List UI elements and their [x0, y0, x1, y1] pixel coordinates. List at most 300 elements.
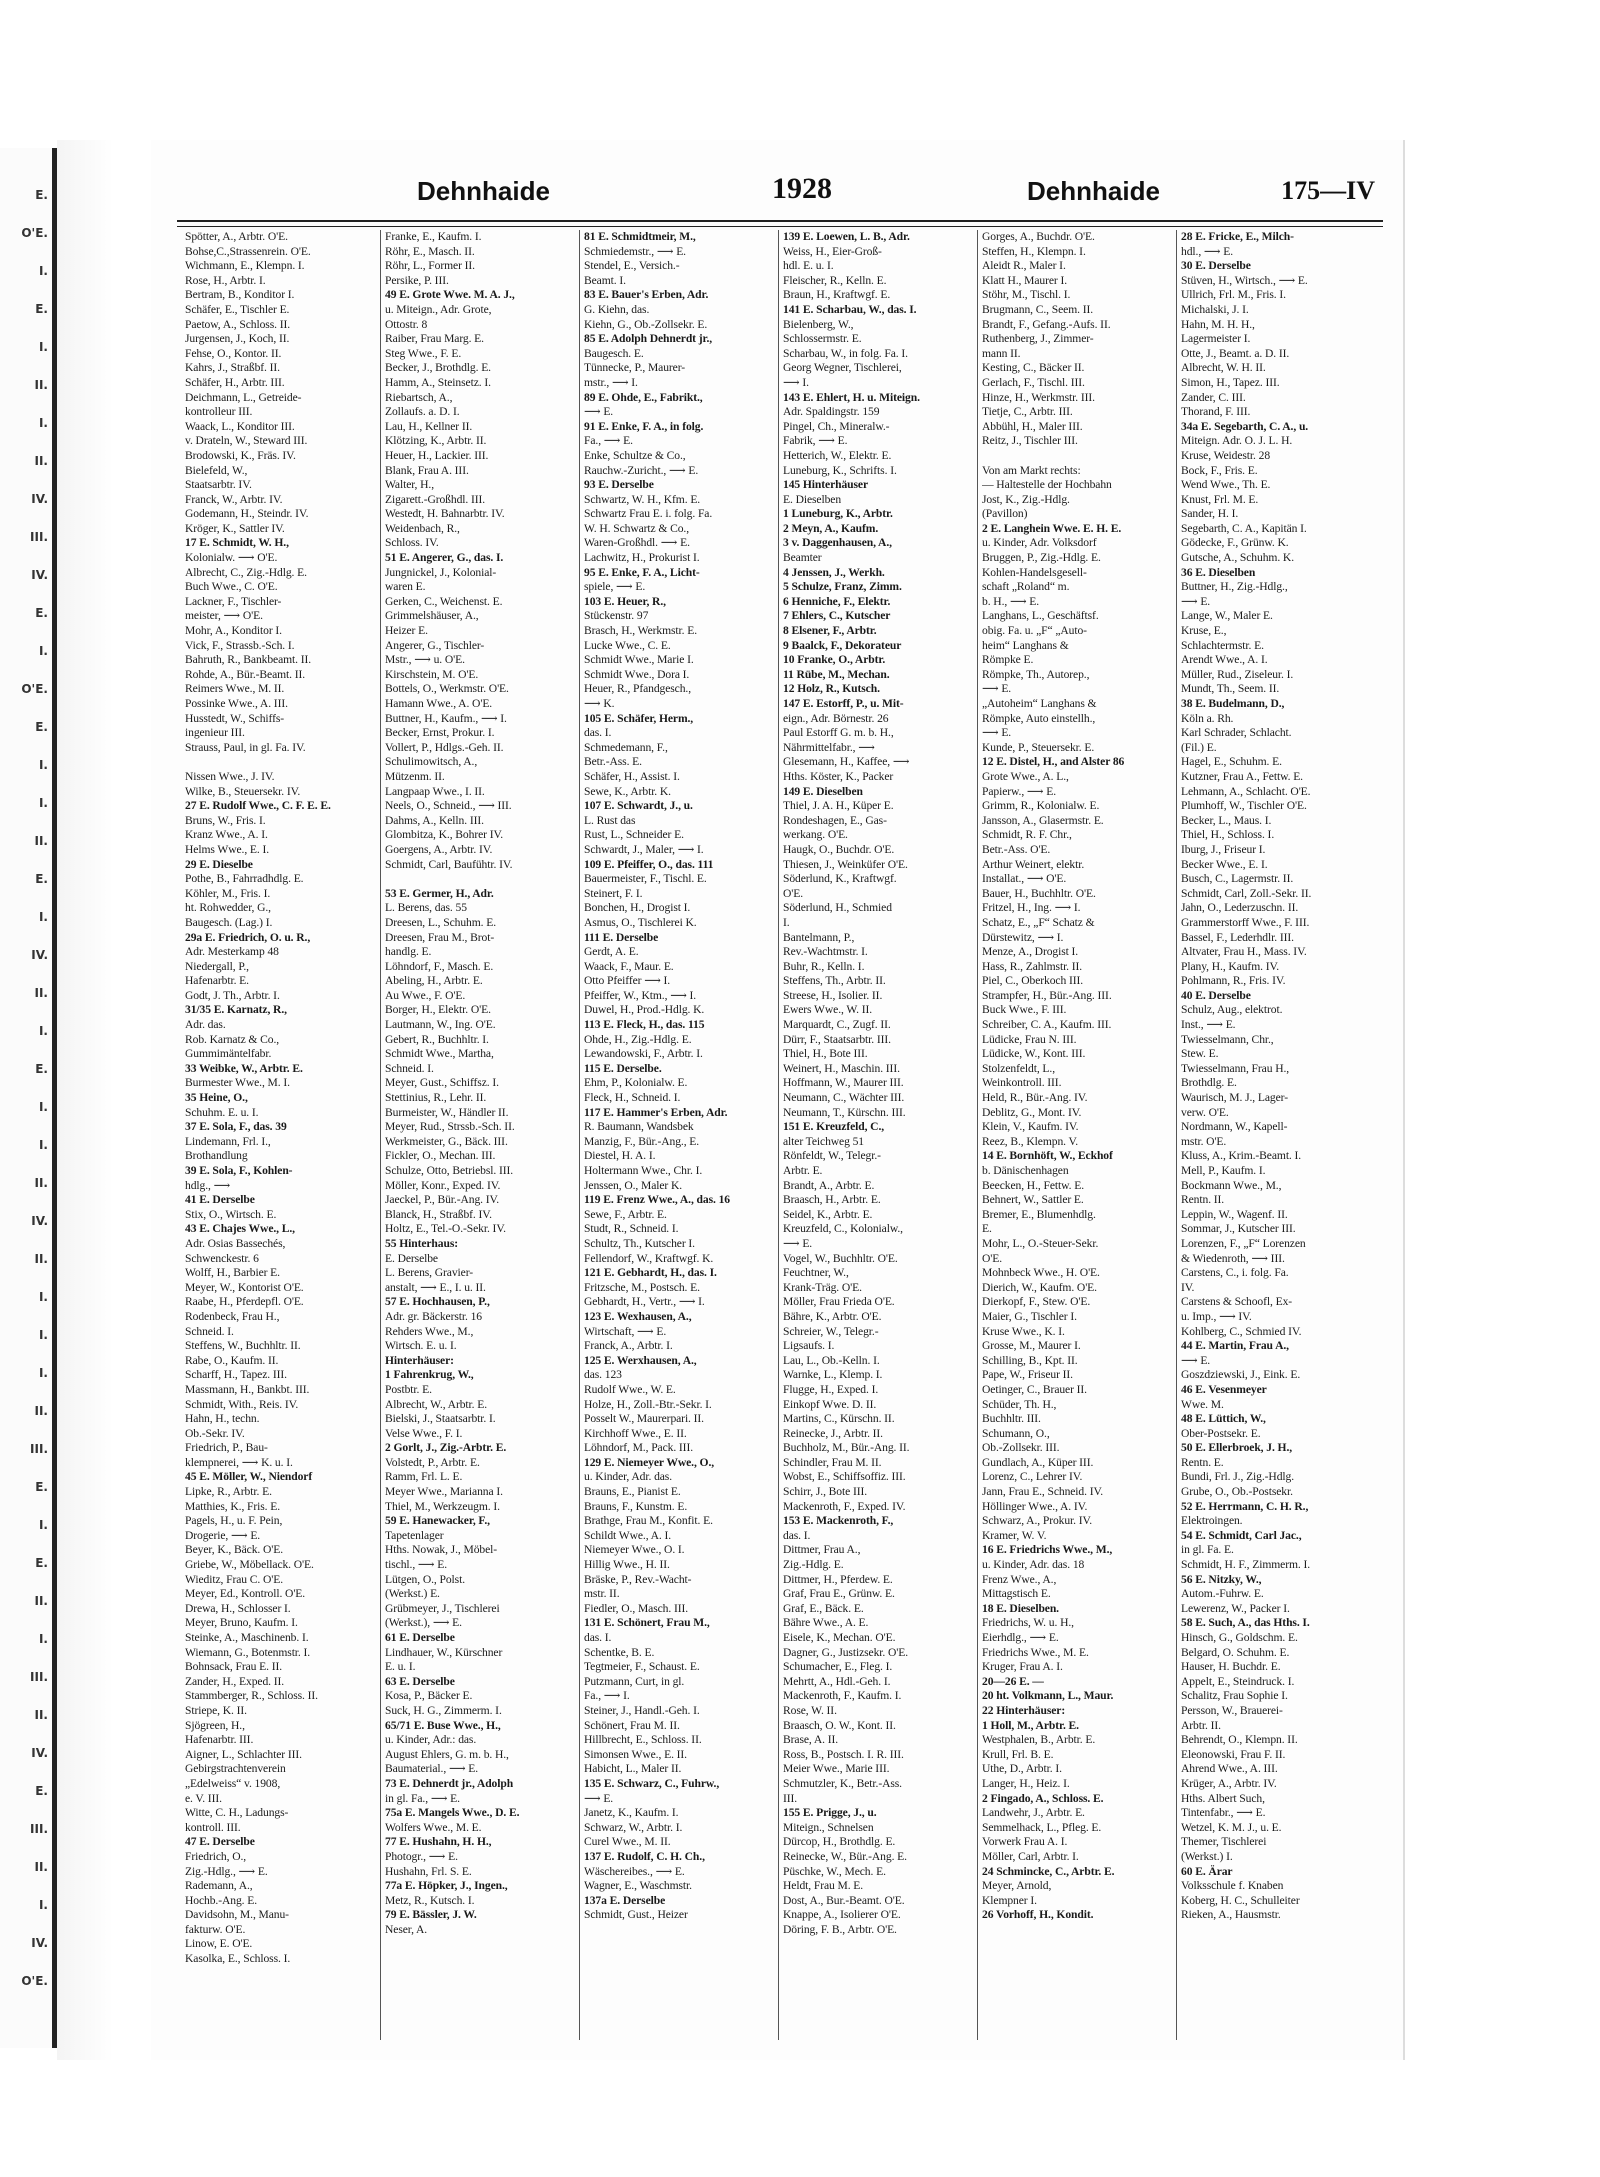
column-4 [778, 230, 968, 2040]
directory-entry: Burmeister, W., Händler II. [385, 1105, 509, 1119]
directory-entry: Tapetenlager [385, 1528, 444, 1542]
directory-entry: Wolfers Wwe., M. E. [385, 1820, 482, 1834]
directory-entry: Eierhdlg., ⟶ E. [982, 1631, 1059, 1644]
directory-entry: Lachwitz, H., Prokurist I. [584, 551, 700, 565]
directory-entry: 95 E. Enke, F. A., Licht- [584, 565, 700, 579]
directory-entry: Buhr, R., Kelln. I. [783, 959, 865, 973]
directory-entry: Held, R., Bür.-Ang. IV. [982, 1091, 1088, 1105]
directory-entry: Hahn, H., techn. [185, 1412, 260, 1426]
directory-entry: Beamter [783, 551, 822, 565]
directory-entry: Bundi, Frl. J., Zig.-Hdlg. [1181, 1470, 1295, 1484]
directory-entry: Grube, O., Ob.-Postsekr. [1181, 1485, 1293, 1499]
directory-entry: Schwartz, W. H., Kfm. E. [584, 492, 701, 506]
prev-page-fragment: III. [30, 1822, 48, 1836]
directory-entry: Albrecht, W., Arbtr. E. [385, 1397, 488, 1411]
directory-entry: Schumacher, E., Fleg. I. [783, 1660, 893, 1674]
prev-page-fragment: III. [30, 1670, 48, 1684]
directory-entry: (Fil.) E. [1181, 740, 1217, 754]
directory-entry: Dittmer, Frau A., [783, 1543, 861, 1557]
year-title: 1928 [772, 172, 832, 205]
directory-entry: Massmann, H., Bankbt. III. [185, 1382, 310, 1396]
directory-entry: Weiss, H., Eier-Groß- [783, 244, 882, 258]
directory-entry: Karl Schrader, Schlacht. [1181, 726, 1292, 740]
directory-entry: Enke, Schultze & Co., [584, 448, 686, 462]
header-rule [177, 220, 1383, 227]
directory-entry: Piel, C., Oberkoch III. [982, 974, 1084, 988]
directory-entry: Curel Wwe., M. II. [584, 1835, 671, 1849]
directory-entry: Bruggen, P., Zig.-Hdlg. E. [982, 551, 1101, 565]
directory-entry: Rust, L., Schneider E. [584, 828, 684, 842]
prev-page-fragment: IV. [31, 1746, 48, 1760]
prev-page-fragment: II. [34, 1594, 48, 1608]
directory-entry: 41 E. Derselbe [185, 1193, 255, 1207]
directory-entry: Dagner, G., Justizsekr. O'E. [783, 1645, 909, 1659]
directory-entry: Braasch, H., Arbtr. E. [783, 1193, 881, 1207]
directory-entry: 47 E. Derselbe [185, 1835, 255, 1849]
directory-entry: Gödecke, F., Grünw. K. [1181, 536, 1289, 550]
directory-entry: Heuer, H., Lackier. III. [385, 448, 489, 462]
prev-page-fragment: IV. [31, 492, 48, 506]
directory-entry: O'E. [982, 1251, 1003, 1265]
directory-entry: Borger, H., Elektr. O'E. [385, 1003, 491, 1017]
directory-entry: Bohse,C.,Strassenrein. O'E. [185, 244, 311, 258]
directory-entry: Sewe, F., Arbtr. E. [584, 1207, 667, 1221]
page-number: 175—IV [1281, 176, 1375, 205]
directory-entry: Braun, H., Kraftwgf. E. [783, 288, 891, 302]
directory-entry [185, 755, 371, 770]
directory-entry: Angerer, G., Tischler- [385, 638, 485, 652]
directory-entry: 93 E. Derselbe [584, 478, 654, 492]
directory-entry: Schulz, Aug., elektrot. [1181, 1003, 1283, 1017]
directory-entry: Tünnecke, P., Maurer- [584, 361, 686, 375]
prev-page-fragment: E. [35, 872, 48, 886]
directory-entry: Lagermeister I. [1181, 332, 1251, 346]
directory-entry: 2 Fingado, A., Schloss. E. [982, 1791, 1104, 1805]
directory-entry: Heizer E. [385, 624, 428, 638]
prev-page-fragment: I. [38, 1328, 48, 1342]
directory-entry: Menze, A., Drogist I. [982, 945, 1079, 959]
directory-entry: Langhans, L., Geschäftsf. [982, 609, 1099, 623]
directory-entry: Grimmelshäuser, A., [385, 609, 479, 623]
directory-entry: Steinert, F. I. [584, 886, 643, 900]
directory-entry: Hinterhäuser: [385, 1353, 454, 1367]
directory-entry: Lüdicke, W., Kont. III. [982, 1047, 1086, 1061]
directory-entry: Hinze, H., Werkmstr. III. [982, 390, 1095, 404]
directory-entry: 46 E. Vesenmeyer [1181, 1382, 1267, 1396]
directory-entry: Meyer, Ed., Kontroll. O'E. [185, 1587, 306, 1601]
directory-entry: 11 Rübe, M., Mechan. [783, 667, 890, 681]
directory-entry: Posselt W., Maurerpari. II. [584, 1412, 704, 1426]
directory-entry: 107 E. Schwardt, J., u. [584, 799, 693, 813]
prev-page-fragment: I. [38, 1100, 48, 1114]
directory-entry: Arendt Wwe., A. I. [1181, 653, 1268, 667]
directory-entry: Ober-Postsekr. E. [1181, 1426, 1261, 1440]
directory-entry: Kesting, C., Bäcker II. [982, 361, 1085, 375]
directory-entry: 111 E. Derselbe [584, 930, 659, 944]
directory-entry: ⟶ E. [982, 726, 1012, 740]
directory-entry: Gutsche, A., Schuhm. K. [1181, 551, 1294, 565]
directory-entry: Bauer, H., Buchhltr. O'E. [982, 886, 1096, 900]
directory-entry: Rohde, A., Bür.-Beamt. II. [185, 667, 306, 681]
directory-entry: 52 E. Herrmann, C. H. R., [1181, 1499, 1309, 1513]
directory-entry: O'E. [783, 886, 804, 900]
directory-entry: Adr. Osias Bassechés, [185, 1236, 286, 1250]
directory-entry: 103 E. Heuer, R., [584, 594, 666, 608]
directory-entry: Kruse, E., [1181, 624, 1227, 638]
directory-entry: Sewe, K., Arbtr. K. [584, 784, 671, 798]
directory-entry: Jann, Frau E., Schneid. IV. [982, 1485, 1104, 1499]
directory-entry: Manzig, F., Bür.-Ang., E. [584, 1134, 700, 1148]
directory-entry: obig. Fa. u. „F“ „Auto- [982, 624, 1087, 638]
directory-entry: Ottostr. 8 [385, 317, 428, 331]
directory-entry: Hochb.-Ang. E. [185, 1893, 258, 1907]
directory-entry: Schönert, Frau M. II. [584, 1718, 680, 1732]
directory-entry [982, 449, 1167, 464]
directory-entry: Zander, H., Exped. II. [185, 1674, 285, 1688]
directory-entry: Schentke, B. E. [584, 1645, 655, 1659]
directory-entry: Drogerie, ⟶ E. [185, 1528, 261, 1542]
directory-entry: Habicht, L., Maler II. [584, 1762, 682, 1776]
directory-entry: Thiel, J. A. H., Küper E. [783, 799, 894, 813]
directory-entry: hdl. E. u. I. [783, 259, 834, 273]
directory-entry: Kramer, W. V. [982, 1528, 1047, 1542]
directory-entry: Gebirgstrachtenverein [185, 1762, 286, 1776]
directory-entry: Kolonialw. ⟶ O'E. [185, 551, 278, 565]
directory-entry: Schilling, B., Kpt. II. [982, 1353, 1078, 1367]
directory-entry: Zander, C. III. [1181, 390, 1246, 404]
directory-entry: Ohde, H., Zig.-Hdlg. E. [584, 1032, 692, 1046]
directory-entry: 39 E. Sola, F., Kohlen- [185, 1164, 293, 1177]
directory-entry: Kreuzfeld, C., Kolonialw., [783, 1222, 903, 1236]
directory-entry: Bassel, F., Lederhdlr. III. [1181, 930, 1294, 944]
directory-entry: Kasolka, E., Schloss. I. [185, 1952, 291, 1966]
directory-entry: Elektroingen. [1181, 1514, 1243, 1528]
prev-page-fragment: II. [34, 378, 48, 392]
directory-entry: Sjögreen, H., [185, 1718, 245, 1732]
directory-entry: Pohlmann, R., Fris. IV. [1181, 974, 1286, 988]
directory-entry: Ob.-Zollsekr. III. [982, 1441, 1060, 1455]
directory-entry: Neumann, T., Kürschn. III. [783, 1105, 906, 1119]
directory-entry: III. [783, 1791, 798, 1805]
directory-entry: Possinke Wwe., A. III. [185, 697, 288, 710]
directory-entry: Klatt H., Maurer I. [982, 273, 1068, 287]
directory-entry: Meyer, W., Kontorist O'E. [185, 1280, 304, 1294]
directory-entry: Dierkopf, F., Stew. O'E. [982, 1295, 1091, 1309]
directory-entry: Mackenroth, F., Exped. IV. [783, 1499, 906, 1513]
directory-entry: Langpaap Wwe., I. II. [385, 784, 485, 798]
directory-entry: Segebarth, C. A., Kapitän I. [1181, 521, 1307, 535]
directory-entry: Fellendorf, W., Kraftwgf. K. [584, 1251, 714, 1265]
prev-page-fragment: I. [38, 644, 48, 658]
directory-entry: Köhler, M., Fris. I. [185, 886, 271, 900]
directory-entry: Jansson, A., Glasermstr. E. [982, 813, 1104, 827]
directory-entry: Westedt, H. Bahnarbtr. IV. [385, 507, 505, 521]
directory-entry: Wetzel, K. M. J., u. E. [1181, 1820, 1282, 1834]
directory-entry: Striepe, K. II. [185, 1703, 247, 1717]
directory-entry: Friedrichs, W. u. H., [982, 1616, 1074, 1630]
directory-entry: Stendel, E., Versich.- [584, 259, 680, 273]
directory-entry: G. Kiehn, das. [584, 302, 650, 316]
directory-entry: Bonchen, H., Drogist I. [584, 901, 691, 915]
directory-entry: Hamm, A., Steinsetz. I. [385, 375, 491, 389]
directory-entry: Franke, E., Kaufm. I. [385, 230, 482, 243]
directory-entry: Knust, Frl. M. E. [1181, 492, 1259, 506]
directory-entry: Steinke, A., Maschinenb. I. [185, 1631, 309, 1644]
directory-entry: Papierw., ⟶ E. [982, 784, 1057, 798]
directory-entry: Schultz, Th., Kutscher I. [584, 1236, 695, 1250]
column-5 [977, 230, 1167, 2040]
directory-entry: Frenz Wwe., A., [982, 1572, 1057, 1586]
prev-page-fragment: II. [34, 1252, 48, 1266]
directory-entry: 123 E. Wexhausen, A., [584, 1309, 692, 1323]
directory-entry: Thiel, M., Werkzeugm. I. [385, 1499, 500, 1513]
directory-entry: 105 E. Schäfer, Herm., [584, 711, 694, 725]
directory-entry: Kranz Wwe., A. I. [185, 828, 268, 842]
directory-entry: Scharff, H., Tapez. III. [185, 1368, 287, 1382]
directory-entry: Gebhardt, H., Vertr., ⟶ I. [584, 1295, 705, 1309]
directory-entry: Fleck, H., Schneid. I. [584, 1091, 681, 1105]
directory-entry: 63 E. Derselbe [385, 1674, 455, 1688]
directory-entry: Brugmann, C., Seem. II. [982, 302, 1094, 316]
directory-entry: ht. Rohwedder, G., [185, 901, 271, 915]
directory-entry: 53 E. Germer, H., Adr. [385, 886, 494, 900]
directory-entry: tischl., ⟶ E. [385, 1558, 448, 1572]
directory-entry: werkang. O'E. [783, 828, 848, 842]
directory-entry: Stüven, H., Wirtsch., ⟶ E. [1181, 273, 1308, 287]
directory-entry: Neumann, C., Wächter III. [783, 1091, 905, 1105]
directory-entry: Hths. Köster, K., Packer [783, 769, 894, 783]
directory-entry: Köln a. Rh. [1181, 711, 1234, 725]
directory-entry: Staatsarbtr. IV. [185, 478, 252, 492]
directory-entry: Grimm, R., Kolonialw. E. [982, 799, 1100, 813]
directory-entry: 30 E. Derselbe [1181, 259, 1251, 273]
directory-entry: ⟶ K. [584, 697, 615, 710]
directory-entry: Busch, C., Lagermstr. II. [1181, 872, 1294, 886]
directory-entry: Römpke, Auto einstellh., [982, 711, 1096, 725]
directory-entry: 2 Gorlt, J., Zig.-Arbtr. E. [385, 1441, 507, 1455]
directory-entry: Hillbrecht, E., Schloss. II. [584, 1733, 702, 1747]
directory-entry: Abbühl, H., Maler III. [982, 419, 1083, 433]
directory-entry: Wend Wwe., Th. E. [1181, 478, 1271, 492]
directory-entry: Bielefeld, W., [185, 463, 248, 477]
directory-entry: Schirr, J., Bote III. [783, 1485, 868, 1499]
directory-entry: anstalt, ⟶ E., I. u. II. [385, 1280, 486, 1294]
directory-entry: Wolff, H., Barbier E. [185, 1266, 280, 1280]
directory-entry: das. I. [584, 1631, 612, 1644]
directory-entry: 43 E. Chajes Wwe., L., [185, 1222, 295, 1236]
prev-page-fragment: I. [38, 416, 48, 430]
directory-entry: Gummimäntelfabr. [185, 1047, 272, 1061]
prev-page-fragment: III. [30, 1442, 48, 1456]
directory-entry: Lütgen, O., Polst. [385, 1572, 466, 1586]
directory-entry: Dahms, A., Kelln. III. [385, 813, 484, 827]
directory-entry: I. [783, 915, 790, 929]
directory-entry: Grammerstorff Wwe., F. III. [1181, 915, 1310, 929]
directory-entry: 85 E. Adolph Dehnerdt jr., [584, 332, 713, 346]
directory-entry: Albrecht, W. H. II. [1181, 361, 1266, 375]
directory-entry: 38 E. Budelmann, D., [1181, 697, 1285, 710]
directory-entry: Fa., ⟶ I. [584, 1689, 630, 1703]
directory-entry: 89 E. Ohde, E., Fabrikt., [584, 390, 703, 404]
directory-entry: in gl. Fa., ⟶ E. [385, 1791, 460, 1805]
directory-entry: u. Kinder, Adr. das. 18 [982, 1558, 1085, 1572]
directory-entry: Gorges, A., Buchdr. O'E. [982, 230, 1095, 243]
directory-entry: Jurgensen, J., Koch, II. [185, 332, 290, 346]
directory-entry: E. u. I. [385, 1660, 416, 1674]
directory-entry: Velse Wwe., F. I. [385, 1426, 463, 1440]
directory-entry: Vogel, W., Buchhltr. O'E. [783, 1251, 898, 1265]
directory-entry: Rauchw.-Zuricht., ⟶ E. [584, 463, 699, 477]
directory-entry: Brothandlung [185, 1149, 248, 1163]
directory-entry: Griebe, W., Möbellack. O'E. [185, 1558, 314, 1572]
directory-entry: ⟶ I. [783, 375, 809, 389]
directory-entry: Heuer, R., Pfandgesch., [584, 682, 692, 696]
directory-entry: Suck, H. G., Zimmerm. I. [385, 1703, 502, 1717]
directory-entry: 57 E. Hochhausen, P., [385, 1295, 490, 1309]
directory-entry: Godemann, H., Steindr. IV. [185, 507, 309, 521]
directory-entry: 1 Luneburg, K., Arbtr. [783, 507, 893, 521]
directory-entry: 155 E. Prigge, J., u. [783, 1806, 877, 1820]
directory-entry: Thiesen, J., Weinküfer O'E. [783, 857, 908, 871]
directory-entry: Glesemann, H., Kaffee, ⟶ [783, 755, 910, 769]
directory-entry: Witte, C. H., Ladungs- [185, 1806, 289, 1820]
directory-entry: Walter, H., [385, 478, 435, 492]
directory-entry: Lau, H., Kellner II. [385, 419, 473, 433]
prev-page-fragment: I. [38, 1518, 48, 1532]
directory-entry: Schalitz, Frau Sophie I. [1181, 1689, 1288, 1703]
directory-entry: 29a E. Friedrich, O. u. R., [185, 930, 311, 944]
directory-entry: Langer, H., Heiz. I. [982, 1776, 1070, 1790]
prev-page-fragment: IV. [31, 1936, 48, 1950]
directory-entry: August Ehlers, G. m. b. H., [385, 1747, 509, 1761]
directory-entry: Reinecke, W., Bür.-Ang. E. [783, 1849, 907, 1863]
prev-page-fragment: II. [34, 1708, 48, 1722]
directory-entry: Lindemann, Frl. I., [185, 1134, 271, 1148]
prev-page-fragment: IV. [31, 1214, 48, 1228]
directory-entry: Helms Wwe., E. I. [185, 842, 270, 856]
prev-page-fragment: III. [30, 530, 48, 544]
directory-entry: Simonsen Wwe., E. II. [584, 1747, 687, 1761]
directory-entry: Schneid. I. [185, 1324, 234, 1338]
directory-entry: Twiesselmann, Chr., [1181, 1032, 1274, 1046]
directory-entry: Carstens & Schoofl, Ex- [1181, 1295, 1293, 1309]
directory-entry: Bottels, O., Werkmstr. O'E. [385, 682, 509, 696]
directory-entry: Adr. gr. Bäckerstr. 16 [385, 1309, 482, 1323]
directory-entry: Möller, Frau Frieda O'E. [783, 1295, 895, 1309]
prev-page-fragment: E. [35, 606, 48, 620]
directory-entry: 59 E. Hanewacker, F., [385, 1514, 490, 1528]
directory-entry: eign., Adr. Börnestr. 26 [783, 711, 889, 725]
directory-entry: Haugk, O., Buchdr. O'E. [783, 842, 895, 856]
directory-entry: Hamann Wwe., A. O'E. [385, 697, 493, 710]
directory-entry: Behrendt, O., Klempn. II. [1181, 1733, 1298, 1747]
directory-entry: 18 E. Dieselben. [982, 1601, 1059, 1615]
directory-entry: Beecken, H., Fettw. E. [982, 1178, 1085, 1192]
directory-entry: 5 Schulze, Franz, Zimm. [783, 580, 902, 594]
directory-entry: Schmidt, R. F. Chr., [982, 828, 1072, 842]
directory-entry: Themer, Tischlerei [1181, 1835, 1267, 1849]
directory-entry: Jenssen, O., Maler K. [584, 1178, 683, 1192]
directory-entry: 20 ht. Volkmann, L., Maur. [982, 1689, 1114, 1703]
directory-entry: Schatz, E., „F“ Schatz & [982, 915, 1095, 929]
directory-entry: 48 E. Lüttich, W., [1181, 1412, 1266, 1426]
directory-entry: Rönfeldt, W., Telegr.- [783, 1149, 881, 1163]
street-title-left: Dehnhaide [417, 176, 550, 206]
directory-entry: Neser, A. [385, 1922, 428, 1936]
column-1 [181, 230, 371, 2040]
directory-entry: Brandt, F., Gefang.-Aufs. II. [982, 317, 1111, 331]
directory-entry: Ahrend Wwe., A. III. [1181, 1762, 1278, 1776]
directory-entry: Wichmann, E., Klempn. I. [185, 259, 305, 273]
directory-entry: Zollaufs. a. D. I. [385, 405, 460, 419]
directory-entry: Schmedemann, F., [584, 740, 668, 754]
directory-entry: Fickler, O., Mechan. III. [385, 1149, 496, 1163]
directory-entry: Marquardt, C., Zugf. II. [783, 1018, 891, 1032]
directory-entry: Iburg, J., Friseur I. [1181, 842, 1266, 856]
street-title-right: Dehnhaide [1027, 176, 1160, 206]
directory-entry: Brathge, Frau M., Konfit. E. [584, 1514, 713, 1528]
directory-entry: Volksschule f. Knaben [1181, 1879, 1284, 1893]
directory-entry: Ross, B., Postsch. I. R. III. [783, 1747, 904, 1761]
directory-entry: Wieditz, Frau C. O'E. [185, 1572, 284, 1586]
directory-entry: Franck, A., Arbtr. I. [584, 1339, 673, 1353]
directory-entry: Schulimowitsch, A., [385, 755, 478, 769]
directory-entry: Lipke, R., Arbtr. E. [185, 1485, 272, 1499]
directory-entry: Mohnbeck Wwe., H. O'E. [982, 1266, 1100, 1280]
directory-entry: Schmidt, Gust., Heizer [584, 1908, 688, 1922]
directory-entry: Brauns, E., Pianist E. [584, 1485, 681, 1499]
directory-entry: Mehrtt, A., Hdl.-Geh. I. [783, 1674, 891, 1688]
directory-entry: mstr. II. [584, 1587, 620, 1601]
directory-entry: Rentn. II. [1181, 1193, 1225, 1207]
directory-entry: Lackner, F., Tischler- [185, 594, 282, 608]
directory-entry: Höllinger Wwe., A. IV. [982, 1499, 1088, 1513]
directory-entry: Reinecke, J., Arbtr. II. [783, 1426, 883, 1440]
directory-entry: 143 E. Ehlert, H. u. Miteign. [783, 390, 920, 404]
directory-entry: Westphalen, B., Arbtr. E. [982, 1733, 1096, 1747]
directory-entry: Stückenstr. 97 [584, 609, 649, 623]
prev-page-fragment: II. [34, 1176, 48, 1190]
directory-entry: Meier Wwe., Marie III. [783, 1762, 890, 1776]
directory-entry: Bähre Wwe., A. E. [783, 1616, 869, 1630]
directory-entry: Fiedler, O., Masch. III. [584, 1601, 689, 1615]
directory-entry: Hinsch, G., Goldschm. E. [1181, 1631, 1298, 1644]
directory-entry: Feuchtner, W., [783, 1266, 849, 1280]
directory-entry: Graf, E., Bäck. E. [783, 1601, 864, 1615]
directory-entry: waren E. [385, 580, 426, 594]
directory-entry: Reimers Wwe., M. II. [185, 682, 285, 696]
directory-entry: Janetz, K., Kaufm. I. [584, 1806, 679, 1820]
directory-entry: Kruse, Weidestr. 28 [1181, 448, 1271, 462]
directory-entry: Friedrich, P., Bau- [185, 1441, 268, 1455]
directory-entry: Vollert, P., Hdlgs.-Geh. II. [385, 740, 504, 754]
directory-entry: Waren-Großhdl. ⟶ E. [584, 536, 690, 550]
directory-entry: Scharbau, W., in folg. Fa. I. [783, 346, 908, 360]
directory-entry: Thiel, H., Bote III. [783, 1047, 868, 1061]
directory-entry: Hetterich, W., Elektr. E. [783, 448, 892, 462]
directory-entry: Nissen Wwe., J. IV. [185, 769, 275, 783]
directory-entry: Sommar, J., Kutscher III. [1181, 1222, 1296, 1236]
directory-entry [385, 872, 570, 887]
directory-entry: Buttner, H., Zig.-Hdlg., [1181, 580, 1288, 594]
directory-entry: Hoffmann, W., Maurer III. [783, 1076, 904, 1090]
directory-entry: R. Baumann, Wandsbek [584, 1120, 694, 1134]
directory-entry: Steg Wwe., F. E. [385, 346, 462, 360]
directory-entry: Stix, O., Wirtsch. E. [185, 1207, 277, 1221]
directory-entry: Au Wwe., F. O'E. [385, 988, 466, 1002]
directory-entry: 91 E. Enke, F. A., in folg. [584, 419, 704, 433]
directory-entry: Kirchhoff Wwe., E. II. [584, 1426, 687, 1440]
